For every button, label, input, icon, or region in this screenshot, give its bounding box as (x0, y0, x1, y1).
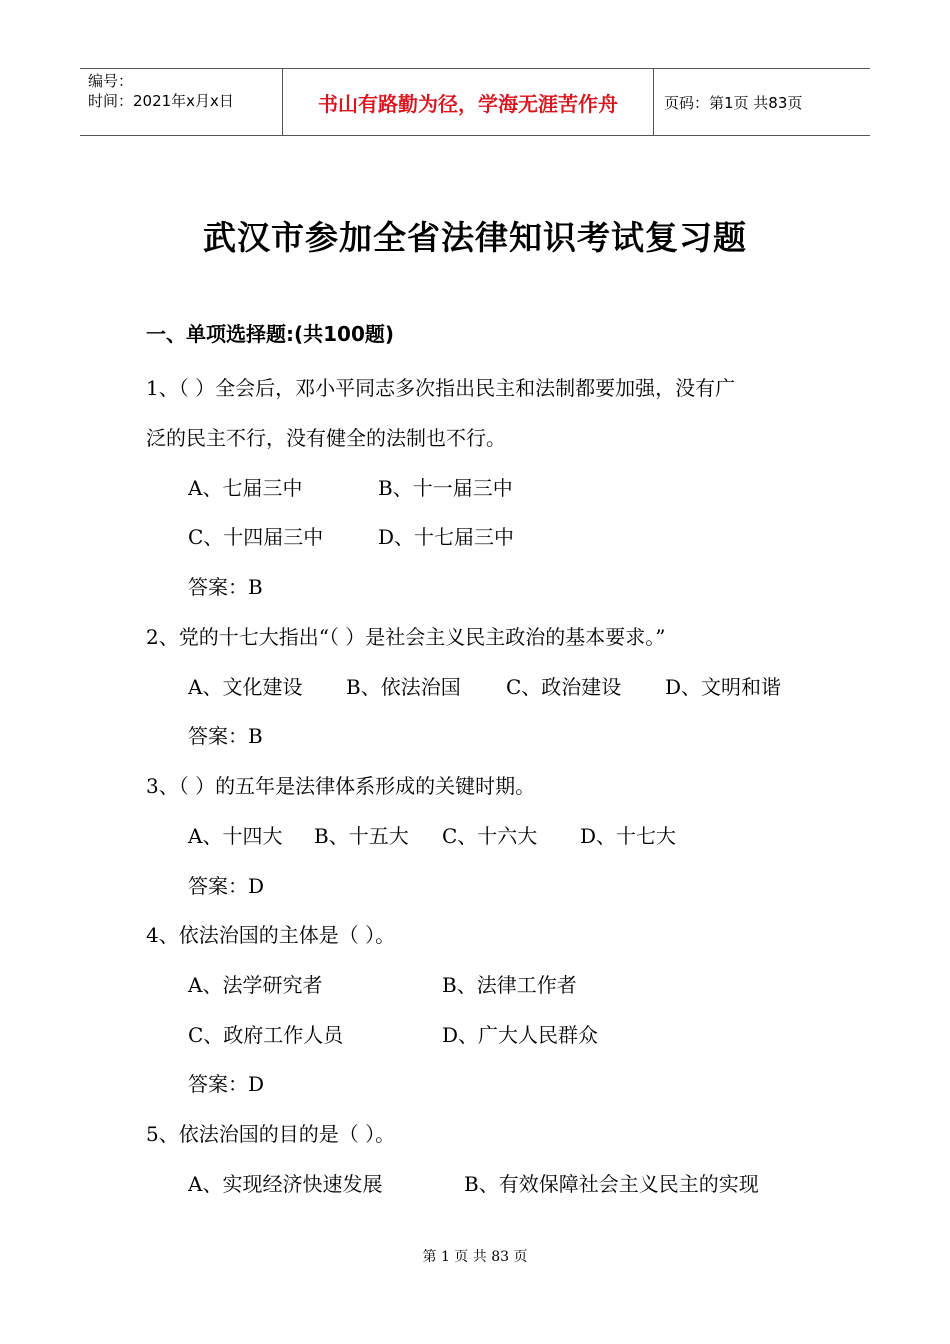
question-3-option-b: B、十五大 (314, 824, 409, 848)
header-motto: 书山有路勤为径，学海无涯苦作舟 (282, 69, 654, 135)
question-1-option-b: B、十一届三中 (378, 476, 513, 500)
question-3-option-d: D、十七大 (580, 824, 677, 848)
question-4-stem: 4、依法治国的主体是（ ）。 (146, 923, 396, 947)
question-2-answer: 答案：B (188, 724, 263, 748)
question-5-option-b: B、有效保障社会主义民主的实现 (464, 1172, 759, 1196)
question-4-option-a: A、法学研究者 (188, 973, 323, 997)
document-title: 武汉市参加全省法律知识考试复习题 (203, 218, 747, 257)
question-1-option-d: D、十七届三中 (378, 525, 515, 549)
question-4-option-c: C、政府工作人员 (188, 1023, 344, 1047)
question-1-option-c: C、十四届三中 (188, 525, 324, 549)
section-title: 一、单项选择题:(共100题) (146, 322, 395, 346)
page-header (80, 68, 870, 136)
question-5-option-a: A、实现经济快速发展 (188, 1172, 383, 1196)
header-page-info: 页码：第1页 共83页 (664, 93, 803, 112)
time-label: 时间：2021年x月x日 (88, 92, 234, 110)
question-2-option-d: D、文明和谐 (665, 675, 782, 699)
question-4-option-d: D、广大人民群众 (442, 1023, 599, 1047)
question-2-option-b: B、依法治国 (346, 675, 461, 699)
page-footer: 第 1 页 共 83 页 (422, 1249, 528, 1265)
question-1-stem-line-2: 泛的民主不行，没有健全的法制也不行。 (146, 426, 506, 450)
question-2-option-a: A、文化建设 (188, 675, 303, 699)
question-3-stem: 3、（ ）的五年是法律体系形成的关键时期。 (146, 774, 536, 798)
serial-label: 编号： (88, 72, 134, 90)
question-2-stem: 2、党的十七大指出“（ ）是社会主义民主政治的基本要求。” (146, 625, 666, 649)
question-2-option-c: C、政治建设 (506, 675, 622, 699)
question-3-answer: 答案：D (188, 874, 265, 898)
question-1-answer: 答案：B (188, 575, 263, 599)
question-1-option-a: A、七届三中 (188, 476, 303, 500)
header-meta (80, 69, 282, 135)
question-1-stem-line-1: 1、（ ）全会后，邓小平同志多次指出民主和法制都要加强，没有广 (146, 376, 736, 400)
question-5-stem: 5、依法治国的目的是（ ）。 (146, 1122, 396, 1146)
question-3-option-c: C、十六大 (442, 824, 538, 848)
question-4-option-b: B、法律工作者 (442, 973, 577, 997)
question-3-option-a: A、十四大 (188, 824, 283, 848)
question-4-answer: 答案：D (188, 1072, 265, 1096)
